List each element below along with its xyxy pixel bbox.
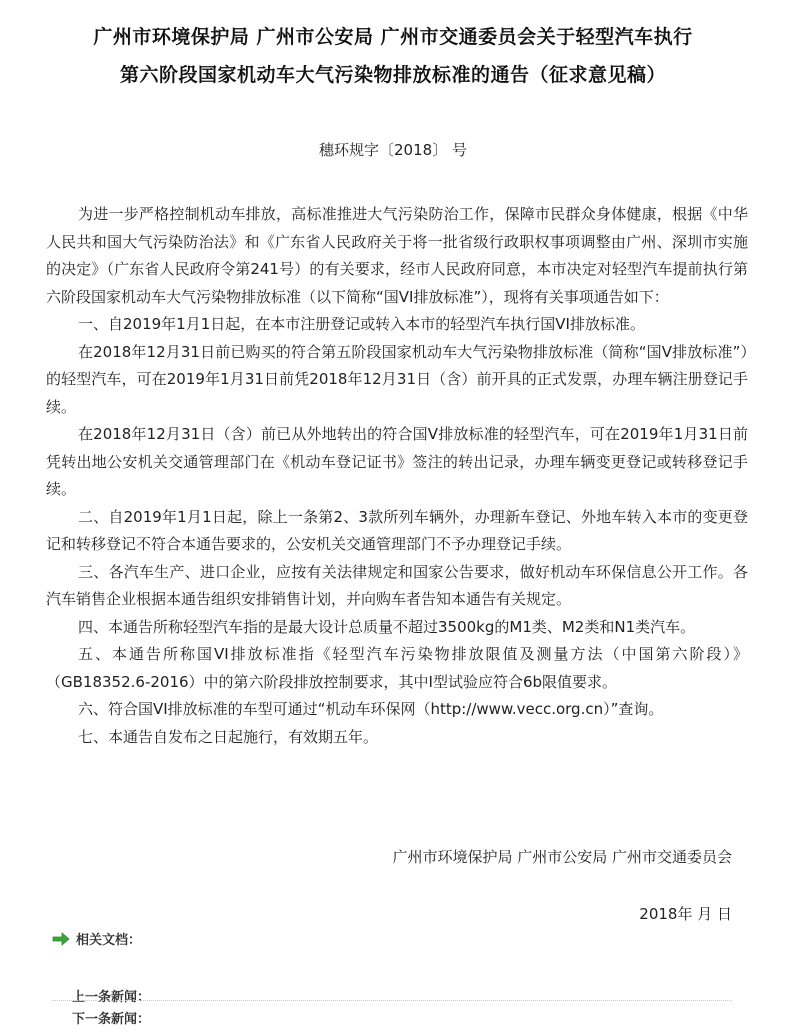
paragraph-item-1-clause-2: 在2018年12月31日前已购买的符合第五阶段国家机动车大气污染物排放标准（简称“国Ⅴ排放标准”）的轻型汽车，可在2019年1月31日前凭2018年12月31日（含）前开具的正式发票，办理车辆注册登记手续。 — [46, 342, 748, 416]
related-documents-label: 相关文档： — [76, 933, 142, 948]
paragraph-item-2: 二、自2019年1月1日起，除上一条第2、3款所列车辆外，办理新车登记、外地车转入本市的变更登记和转移登记不符合本通告要求的，公安机关交通管理部门不予办理登记手续。 — [46, 507, 748, 553]
prev-news-link[interactable]: 上一条新闻： — [72, 990, 151, 1005]
paragraph-item-3: 三、各汽车生产、进口企业，应按有关法律规定和国家公告要求，做好机动车环保信息公开工作。各汽车销售企业根据本通告组织安排销售计划，并向购车者告知本通告有关规定。 — [46, 562, 748, 608]
issue-date: 2018年 月 日 — [639, 905, 732, 923]
signatories: 广州市环境保护局 广州市公安局 广州市交通委员会 — [392, 848, 732, 866]
next-news-link[interactable]: 下一条新闻： — [72, 1012, 151, 1027]
arrow-right-icon — [52, 932, 70, 946]
title-line-1: 广州市环境保护局 广州市公安局 广州市交通委员会关于轻型汽车执行 — [93, 26, 693, 48]
paragraph-item-1: 一、自2019年1月1日起，在本市注册登记或转入本市的轻型汽车执行国VI排放标准。 — [78, 315, 645, 333]
related-documents — [52, 929, 141, 948]
paragraph-item-6: 六、符合国VI排放标准的车型可通过“机动车环保网（http://www.vecc.org.cn）”查询。 — [78, 700, 664, 718]
notice-body — [46, 201, 748, 751]
paragraph-item-4: 四、本通告所称轻型汽车指的是最大设计总质量不超过3500kg的M1类、M2类和N1类汽车。 — [78, 617, 696, 636]
paragraph-item-5: 五、本通告所称国VI排放标准指《轻型汽车污染物排放限值及测量方法（中国第六阶段）》（GB18352.6-2016）中的第六阶段排放控制要求，其中Ⅰ型试验应符合6b限值要求。 — [46, 645, 748, 691]
paragraph-intro: 为进一步严格控制机动车排放，高标准推进大气污染防治工作，保障市民群众身体健康，根据《中华人民共和国大气污染防治法》和《广东省人民政府关于将一批省级行政职权事项调整由广州、深圳市实施的决定》（广东省人民政府令第241号）的有关要求，经市人民政府同意，本市决定对轻型汽车提前执行第六阶段国家机动车大气污染物排放标准（以下简称“国VI排放标准”），现将有关事项通告如下： — [46, 205, 748, 306]
paragraph-item-7: 七、本通告自发布之日起施行，有效期五年。 — [78, 727, 379, 746]
title-line-2: 第六阶段国家机动车大气污染物排放标准的通告（征求意见稿） — [119, 64, 666, 86]
document-number: 穗环规字〔2018〕 号 — [319, 141, 467, 159]
footer-divider — [52, 1000, 732, 1001]
paragraph-item-1-clause-3: 在2018年12月31日（含）前已从外地转出的符合国Ⅴ排放标准的轻型汽车，可在2019年1月31日前凭转出地公安机关交通管理部门在《机动车登记证书》签注的转出记录，办理车辆变更登记或转移登记手续。 — [46, 425, 748, 498]
